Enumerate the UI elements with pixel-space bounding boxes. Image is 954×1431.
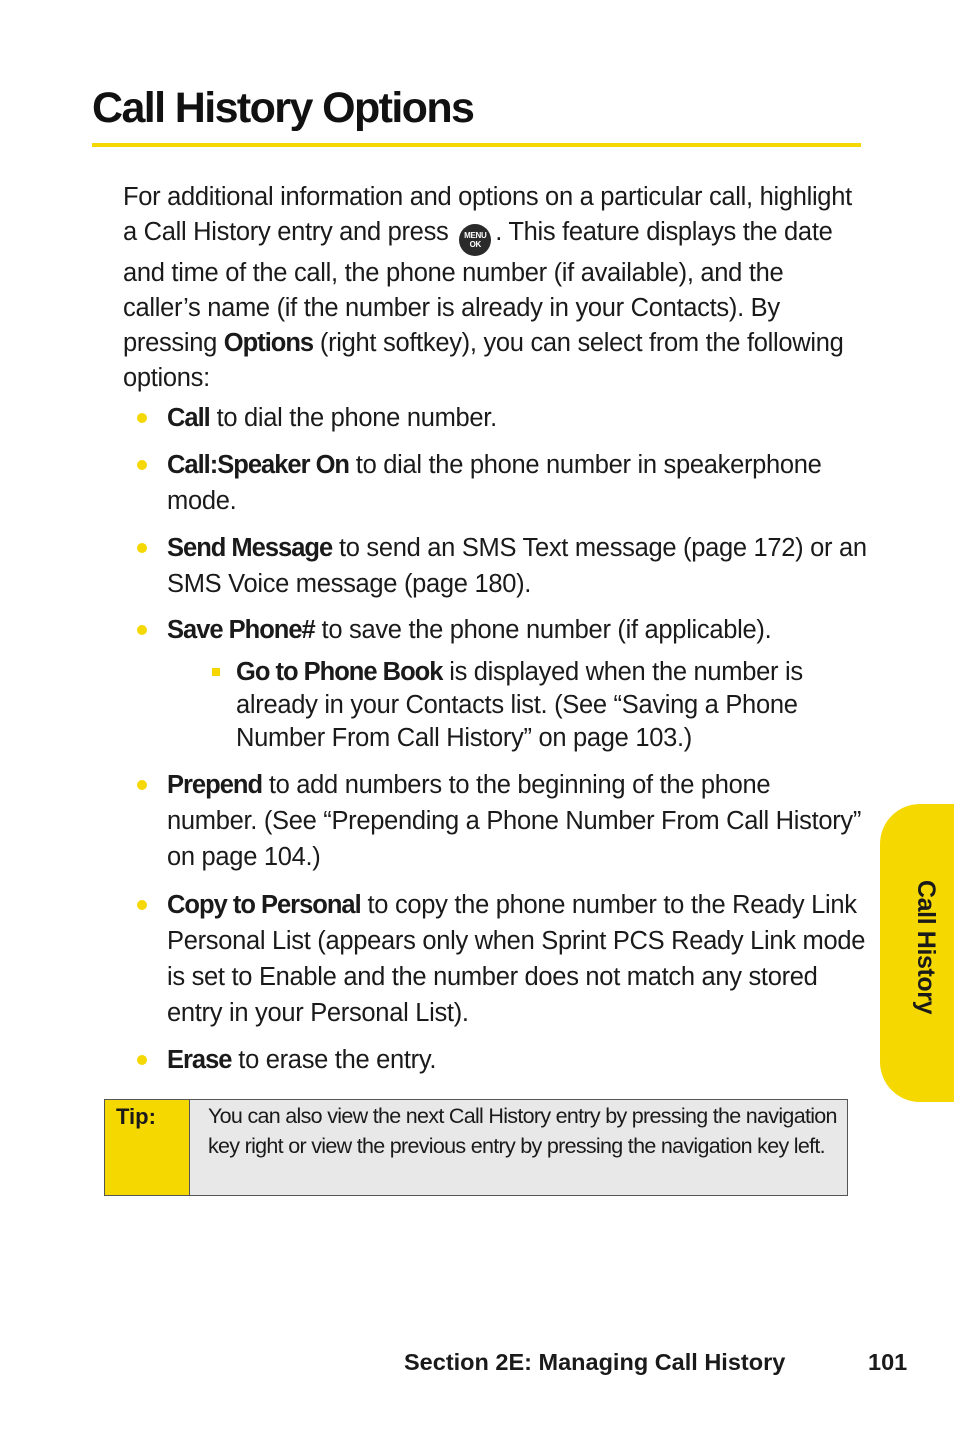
sub-list-item: Go to Phone Book is displayed when the number is already in your Contacts list. (See “Saving a Phone Number From Call History” on page 103.)	[236, 656, 856, 755]
side-tab-label: Call History	[912, 880, 940, 1015]
menu-ok-key-icon: MENU OK	[459, 224, 491, 256]
bullet-icon	[137, 460, 147, 470]
options-term: Options	[223, 329, 314, 357]
footer-section-title: Section 2E: Managing Call History	[404, 1349, 786, 1375]
option-term: Go to Phone Book	[236, 658, 443, 686]
list-item: Prepend to add numbers to the beginning of the phone number. (See “Prepending a Phone Number From Call History” on page 104.)	[167, 767, 867, 875]
bullet-icon	[137, 1055, 147, 1065]
list-item: Send Message to send an SMS Text message (page 172) or an SMS Voice message (page 180).	[167, 530, 867, 602]
intro-paragraph: For additional information and options on a particular call, highlight a Call History entry and press MENU OK . This feature displays the date and time of the call, the phone number (if available), and the caller’s name (if the number is already in your Contacts). By pressing Options (right softkey), you can select from the following options:	[123, 183, 852, 392]
option-term: Call:Speaker On	[167, 451, 349, 479]
bullet-icon	[137, 625, 147, 635]
list-item: Copy to Personal to copy the phone number to the Ready Link Personal List (appears only when Sprint PCS Ready Link mode is set to Enable and the number does not match any stored entry in your Personal List).	[167, 887, 867, 1031]
square-bullet-icon	[212, 668, 220, 676]
list-item: Erase to erase the entry.	[167, 1042, 867, 1078]
bullet-icon	[137, 780, 147, 790]
bullet-icon	[137, 413, 147, 423]
title-rule	[92, 143, 861, 147]
option-term: Send Message	[167, 534, 333, 562]
option-term: Save Phone#	[167, 616, 315, 644]
list-item: Save Phone# to save the phone number (if applicable).	[167, 612, 867, 648]
bullet-icon	[137, 900, 147, 910]
list-item: Call to dial the phone number.	[167, 400, 867, 436]
page-title: Call History Options	[92, 84, 474, 132]
tip-label: Tip:	[105, 1100, 190, 1195]
option-term: Copy to Personal	[167, 891, 361, 919]
tip-text: You can also view the next Call History entry by pressing the navigation key right or view the previous entry by pressing the navigation key left.	[208, 1104, 837, 1158]
option-term: Prepend	[167, 771, 263, 799]
bullet-icon	[137, 543, 147, 553]
tip-box	[104, 1099, 848, 1196]
page-number: 101	[868, 1349, 908, 1375]
list-item: Call:Speaker On to dial the phone number in speakerphone mode.	[167, 447, 867, 519]
option-term: Call	[167, 404, 210, 432]
option-term: Erase	[167, 1046, 232, 1074]
